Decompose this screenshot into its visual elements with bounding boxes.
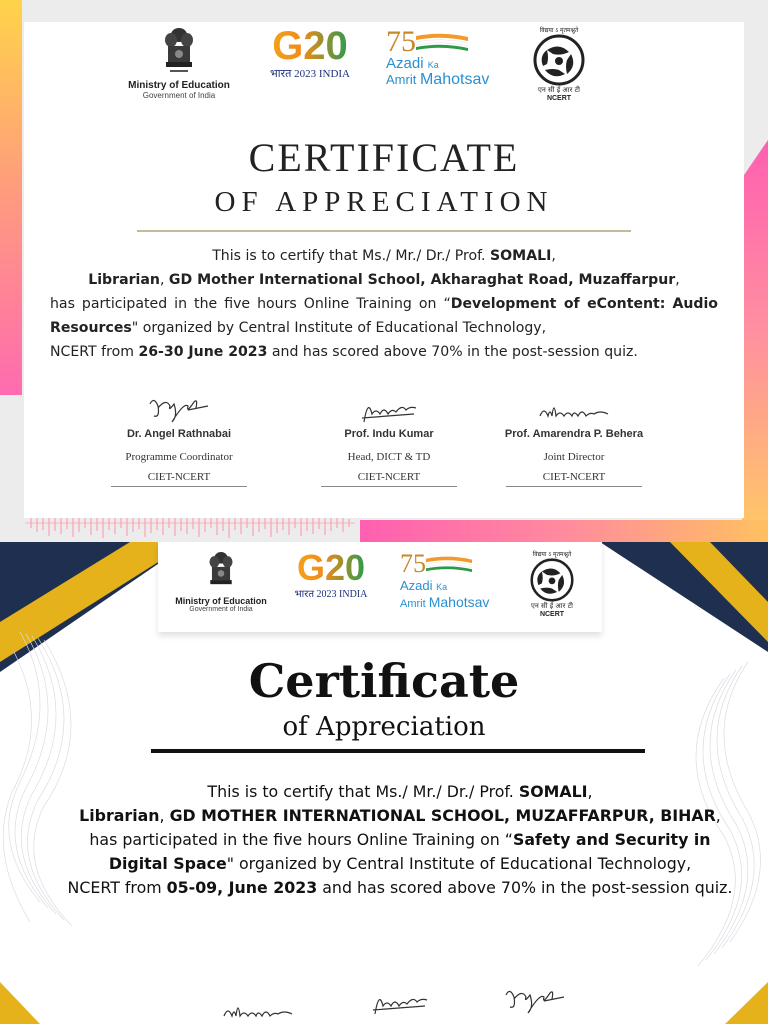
frame-gradient-bottom <box>360 520 768 542</box>
certificate-paper <box>24 22 744 518</box>
organizer-text: " organized by Central Institute of Educational Technology, <box>131 320 547 336</box>
certificate-two <box>0 542 768 1024</box>
certificate-subtitle: OF APPRECIATION <box>214 186 554 218</box>
signatory-2-name: Prof. Indu Kumar <box>344 428 434 440</box>
participation-text: has participated in the five hours Online Training on “ <box>89 830 513 849</box>
signatory-1-name: Dr. Angel Rathnabai <box>126 428 232 440</box>
signatory-3-role: Joint Director <box>543 451 605 463</box>
course-title-part1: Safety and Security in <box>512 830 711 849</box>
ncert-emblem-icon <box>531 34 587 86</box>
separator: , <box>159 272 169 288</box>
signatory-3-underline <box>506 486 642 487</box>
signatory-3-org: CIET-NCERT <box>542 471 606 483</box>
ncert-motto: विद्यया ऽ मृतमश्नुते <box>532 551 572 558</box>
azadi-ka-amrit-mahotsav-logo <box>400 550 508 611</box>
signatory-2 <box>299 394 479 487</box>
certificate-body-text <box>56 780 744 900</box>
participation-text: has participated in the five hours Online Training on “ <box>50 296 451 312</box>
handwritten-signature <box>534 394 614 426</box>
aka-ka: Ka <box>436 582 448 592</box>
certificate-body-text <box>50 244 718 364</box>
g20-logo <box>276 547 386 600</box>
signatory-1-org: CIET-NCERT <box>147 471 211 483</box>
azadi-ka-amrit-mahotsav-logo <box>386 25 506 88</box>
government-name: Government of India <box>142 91 216 100</box>
signature-rathnabai <box>500 984 570 1018</box>
g20-subtitle: भारत 2023 INDIA <box>269 68 350 80</box>
training-dates: 05-09, June 2023 <box>166 878 318 897</box>
signature-kumar <box>365 986 435 1018</box>
signatory-2-underline <box>321 486 457 487</box>
handwritten-signature <box>354 394 424 426</box>
national-emblem-icon <box>207 550 235 592</box>
ncert-hindi-name: एन सी ई आर टी <box>538 86 580 94</box>
score-text: and has scored above 70% in the post-session quiz. <box>317 878 733 897</box>
ncert-english-name: NCERT <box>546 95 572 102</box>
aka-azadi: Azadi <box>386 55 424 72</box>
signatory-1-role: Programme Coordinator <box>125 451 233 463</box>
g20-wordmark: G20 <box>272 24 348 68</box>
aka-azadi: Azadi <box>400 578 433 593</box>
signatory-2-role: Head, DICT & TD <box>347 451 431 463</box>
ncert-from: NCERT from <box>50 344 139 360</box>
certificate-title: CERTIFICATE <box>248 135 520 180</box>
score-text: and has scored above 70% in the post-session quiz. <box>267 344 638 360</box>
title-divider <box>151 749 645 753</box>
tricolor-flag-icon <box>416 33 468 51</box>
aka-75-number: 75 <box>400 549 426 578</box>
national-emblem-icon <box>162 26 196 76</box>
ncert-motto: विद्यया ऽ मृतमश्नुते <box>539 27 579 34</box>
separator: , <box>159 806 170 825</box>
title-divider <box>137 230 631 232</box>
signatory-1-underline <box>111 486 247 487</box>
comma: , <box>587 782 593 801</box>
aka-75-number: 75 <box>386 25 416 58</box>
comma: , <box>551 248 556 264</box>
signatory-3 <box>484 394 664 487</box>
certificate-title: Certificate <box>248 654 520 708</box>
recipient-institution: GD Mother International School, Akharaghat Road, Muzaffarpur <box>168 272 676 288</box>
ministry-logo <box>120 26 238 100</box>
aka-ka: Ka <box>427 60 439 70</box>
ministry-name: Ministry of Education <box>128 80 230 91</box>
ncert-logo <box>522 550 582 618</box>
certify-intro: This is to certify that Ms./ Mr./ Dr./ Prof. <box>207 782 519 801</box>
ncert-from: NCERT from <box>67 878 167 897</box>
ministry-name: Ministry of Education <box>175 596 267 606</box>
frame-gradient-right <box>742 140 768 520</box>
course-title-part1: Development of eContent: <box>450 296 666 312</box>
aka-amrit: Amrit <box>400 598 426 610</box>
frame-gradient-left <box>0 0 22 395</box>
g20-logo <box>248 26 372 81</box>
course-title-part2: Audio Resources <box>50 296 718 336</box>
recipient-name: SOMALI <box>518 782 588 801</box>
recipient-name: SOMALI <box>490 248 552 264</box>
training-dates: 26-30 June 2023 <box>138 344 268 360</box>
certify-intro: This is to certify that Ms./ Mr./ Dr./ Prof. <box>212 248 491 264</box>
aka-mahotsav: Mahotsav <box>428 594 490 610</box>
ncert-logo <box>524 26 594 102</box>
logo-row <box>120 26 594 102</box>
course-title-part2: Digital Space <box>108 854 227 873</box>
ncert-emblem-icon <box>528 558 576 602</box>
ncert-english-name: NCERT <box>539 611 565 618</box>
comma: , <box>715 806 721 825</box>
logo-row <box>175 547 582 618</box>
recipient-role: Librarian <box>88 272 160 288</box>
aka-mahotsav: Mahotsav <box>419 71 490 88</box>
signatory-3-name: Prof. Amarendra P. Behera <box>504 428 644 440</box>
comma: , <box>675 272 680 288</box>
government-name: Government of India <box>189 606 253 613</box>
signatory-1 <box>89 394 269 487</box>
aka-amrit: Amrit <box>386 72 417 87</box>
certificate-subtitle: of Appreciation <box>282 712 486 742</box>
organizer-text: " organized by Central Institute of Educational Technology, <box>226 854 692 873</box>
g20-subtitle: भारत 2023 INDIA <box>294 589 368 600</box>
signature-behera <box>218 994 298 1024</box>
ministry-logo <box>176 550 266 613</box>
signatory-2-org: CIET-NCERT <box>357 471 421 483</box>
handwritten-signature <box>144 394 214 426</box>
g20-wordmark: G20 <box>296 547 366 588</box>
ncert-hindi-name: एन सी ई आर टी <box>531 602 573 610</box>
recipient-role: Librarian <box>79 806 160 825</box>
recipient-institution: GD MOTHER INTERNATIONAL SCHOOL, MUZAFFARPUR, BIHAR <box>169 806 716 825</box>
tricolor-flag-icon <box>426 556 472 572</box>
